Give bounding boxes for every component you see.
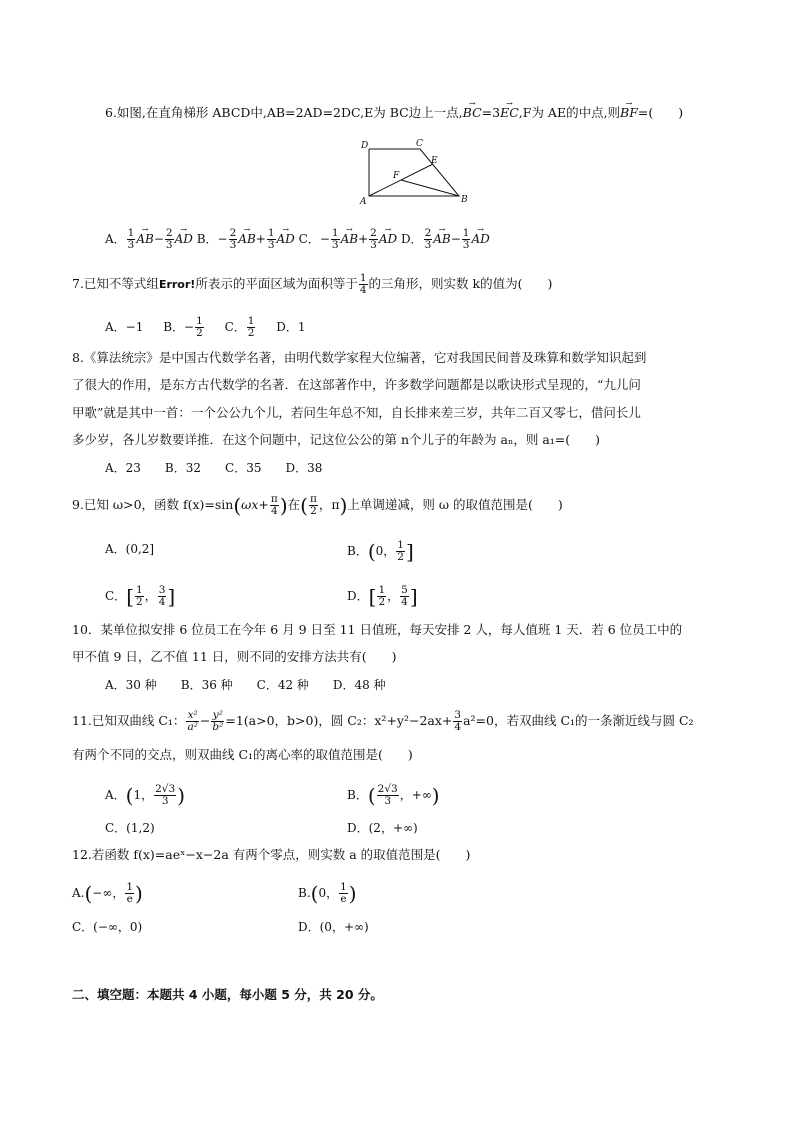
- q11-option-d: D．(2，+∞): [347, 821, 418, 835]
- vector-bf: → BF: [620, 104, 638, 122]
- option-a: A．−1: [105, 320, 144, 334]
- q10-line: 10．某单位拟安排 6 位员工在今年 6 月 9 日至 11 日值班，每天安排 2 人，每人值班 1 天．若 6 位员工中的: [72, 622, 683, 637]
- q9-option-d: D．[ $\frac{1}{2}$ ， $\frac{5}{4}$ ]: [347, 584, 418, 609]
- q10-options: A．30 种 B．36 种 C．42 种 D．48 种: [105, 678, 386, 692]
- label-b: B: [461, 195, 468, 205]
- vector-ad: → AD: [277, 230, 295, 248]
- q8-line: 甲歌”就是其中一首：一个公公九个儿，若问生年总不知，自长排来差三岁，共年二百又零七，借问长儿: [72, 405, 641, 420]
- q11-option-a: A．(1， $\frac{2√3}{3}$ ): [105, 783, 185, 808]
- fraction: $\frac{\pi}{4}$: [270, 493, 278, 517]
- fraction: $\frac{1}{2}$: [397, 539, 404, 563]
- error-text: Error!: [158, 278, 196, 291]
- fraction: $\frac{\text{y²}}{\text{b²}}$: [212, 709, 224, 733]
- vector-ad: → AD: [471, 230, 489, 248]
- option-label: D．: [347, 589, 369, 603]
- option-label: B．: [347, 544, 368, 558]
- vector-ab: → AB: [136, 230, 153, 248]
- q9-option-c: C．[ $\frac{1}{2}$ ， $\frac{3}{4}$ ]: [105, 584, 176, 609]
- q8-line: 8.《算法统宗》是中国古代数学名著，由明代数学家程大位编著，它对我国民间普及珠算和数学知识起到: [72, 350, 647, 365]
- label-c: C: [416, 139, 423, 149]
- q12-option-b: B.(0， $\frac{1}{e}$ ): [298, 881, 357, 906]
- fraction: $\frac{1}{3}$: [462, 227, 470, 251]
- q6-options: A． $\frac{1}{3}$ → AB− $\frac{2}{3}$ → AD B．− $\frac{2}{3}$ → AB+ $\frac{1}{3}$ → AD C．− $\frac{1}{3}$ → AB+ $\frac{2}{3}$ → AD D． $\frac{2}{3}$ → AB− $\frac{1}{3}$ → AD: [105, 228, 490, 251]
- fraction: $\frac{2}{3}$: [424, 227, 432, 251]
- fraction: $\frac{1}{4}$: [359, 272, 367, 296]
- option-d: D．1: [276, 320, 306, 334]
- q8-line: 了很大的作用，是东方古代数学的名著．在这部著作中，许多数学问题都是以歌诀形式呈现的，“九儿问: [72, 377, 641, 392]
- q6-stem-part: =3: [481, 105, 501, 120]
- q7-stem: [72, 273, 552, 296]
- vector-ab: → AB: [433, 230, 450, 248]
- q10-line: 甲不值 9 日，乙不值 11 日，则不同的安排方法共有( ): [72, 649, 397, 664]
- q6-stem-part: =( ): [637, 105, 684, 120]
- fraction: $\frac{2√3}{3}$: [155, 783, 176, 807]
- q6-stem-part: 6.如图,在直角梯形 ABCD中,AB=2AD=2DC,E为 BC边上一点,: [105, 105, 463, 120]
- option-label: A．: [105, 788, 126, 802]
- q12-stem: 12.若函数 f(x)=aeˣ−x−2a 有两个零点，则实数 a 的取值范围是( ): [72, 847, 471, 862]
- q12-option-d: D．(0，+∞): [298, 920, 369, 934]
- q9-stem-part: 9.已知 ω>0，函数 f(x)=sin: [72, 497, 234, 512]
- q8-options: A．23 B．32 C．35 D．38: [105, 461, 323, 475]
- q11-option-c: C．(1,2): [105, 821, 155, 835]
- fraction: $\frac{\text{x²}}{\text{a²}}$: [187, 709, 198, 733]
- fraction: $\frac{1}{2}$: [378, 584, 386, 608]
- q9-stem-part: 在: [287, 497, 301, 512]
- q11-stem: 11.已知双曲线 C₁： $\frac{\text{x²}}{\text{a²}}$ − $\frac{\text{y²}}{\text{b²}}$ =1(a>0，b>0)，圆 C₂：x²+y²−2ax+ $\frac{3}{4}$ a²=0，若双曲线 C₁的一条渐近线与圆 C₂: [72, 709, 694, 733]
- vector-ab: → AB: [341, 230, 358, 248]
- fraction: $\frac{2}{3}$: [370, 227, 377, 251]
- fraction: $\frac{1}{3}$: [267, 227, 275, 251]
- q9-option-a: A．(0,2]: [105, 542, 155, 556]
- fraction: $\frac{2}{3}$: [165, 227, 173, 251]
- option-c: C．: [224, 320, 246, 334]
- fraction: $\frac{1}{e}$: [340, 881, 347, 905]
- fraction: $\frac{1}{3}$: [331, 227, 339, 251]
- fraction: $\frac{2}{3}$: [229, 227, 237, 251]
- label-e: E: [431, 156, 438, 166]
- option-label: B．−: [196, 232, 228, 246]
- q11-stem-part: =1(a>0，b>0)，圆 C₂：x²+y²−2ax+: [225, 713, 453, 728]
- q6-stem: [105, 104, 683, 122]
- fraction: $\frac{2√3}{3}$: [377, 783, 398, 807]
- option-label: B．: [347, 788, 368, 802]
- label-a: A: [360, 197, 367, 207]
- option-label: C．: [105, 589, 127, 603]
- option-label: C．−: [298, 232, 330, 246]
- q9-option-b: B．(0， $\frac{1}{2}$ ]: [347, 539, 414, 564]
- option-label: B.: [298, 886, 311, 900]
- q11-stem-part: 11.已知双曲线 C₁：: [72, 713, 186, 728]
- q7-options: [105, 316, 306, 339]
- q9-stem-part: 上单调递减，则 ω 的取值范围是( ): [347, 497, 563, 512]
- fraction: $\frac{1}{2}$: [247, 315, 255, 339]
- fraction: $\frac{1}{3}$: [127, 227, 135, 251]
- fraction: $\frac{3}{4}$: [158, 584, 166, 608]
- q9-stem: 9.已知 ω>0，函数 f(x)=sin(ωx+ $\frac{\pi}{4}$ )在( $\frac{\pi}{2}$ ，π)上单调递减，则 ω 的取值范围是( ): [72, 493, 563, 518]
- fraction: $\frac{3}{4}$: [454, 709, 462, 733]
- q7-stem-part: 所表示的平面区域为面积等于: [195, 276, 358, 291]
- vector-ec: → EC: [500, 104, 519, 122]
- vector-ad: → AD: [175, 230, 193, 248]
- option-b: B．−: [163, 320, 195, 334]
- q8-line: 多少岁，各儿岁数要详推．在这个问题中，记这位公公的第 n个儿子的年龄为 aₙ，则 a₁=( ): [72, 432, 601, 447]
- label-f: F: [393, 171, 400, 181]
- q12-option-a: A.(−∞， $\frac{1}{e}$ ): [72, 881, 143, 906]
- fraction: $\frac{1}{2}$: [136, 584, 143, 608]
- fraction: $\frac{1}{2}$: [196, 315, 203, 339]
- option-label: A．: [105, 232, 126, 246]
- q7-stem-part: 7.已知不等式组: [72, 276, 159, 291]
- fraction: $\frac{5}{4}$: [401, 584, 408, 608]
- vector-ab: → AB: [238, 230, 255, 248]
- q7-stem-part: 的三角形，则实数 k的值为( ): [368, 276, 553, 291]
- trapezoid-figure: [355, 136, 475, 208]
- fraction: $\frac{\pi}{2}$: [309, 493, 317, 517]
- option-label: A.: [72, 886, 85, 900]
- vector-ad: → AD: [379, 230, 397, 248]
- q11-option-b: B．( $\frac{2√3}{3}$ ，+∞): [347, 783, 440, 808]
- q11-stem-part: a²=0，若双曲线 C₁的一条渐近线与圆 C₂: [463, 713, 694, 728]
- q12-option-c: C．(−∞，0): [72, 920, 143, 934]
- option-label: D．: [400, 232, 423, 246]
- q11-line: 有两个不同的交点，则双曲线 C₁的离心率的取值范围是( ): [72, 747, 413, 762]
- q6-stem-part: ,F为 AE的中点,则: [518, 105, 621, 120]
- section-heading: 二、填空题：本题共 4 小题，每小题 5 分，共 20 分。: [72, 987, 383, 1002]
- label-d: D: [361, 141, 369, 151]
- fraction: $\frac{1}{e}$: [126, 881, 134, 905]
- vector-bc: → BC: [463, 104, 482, 122]
